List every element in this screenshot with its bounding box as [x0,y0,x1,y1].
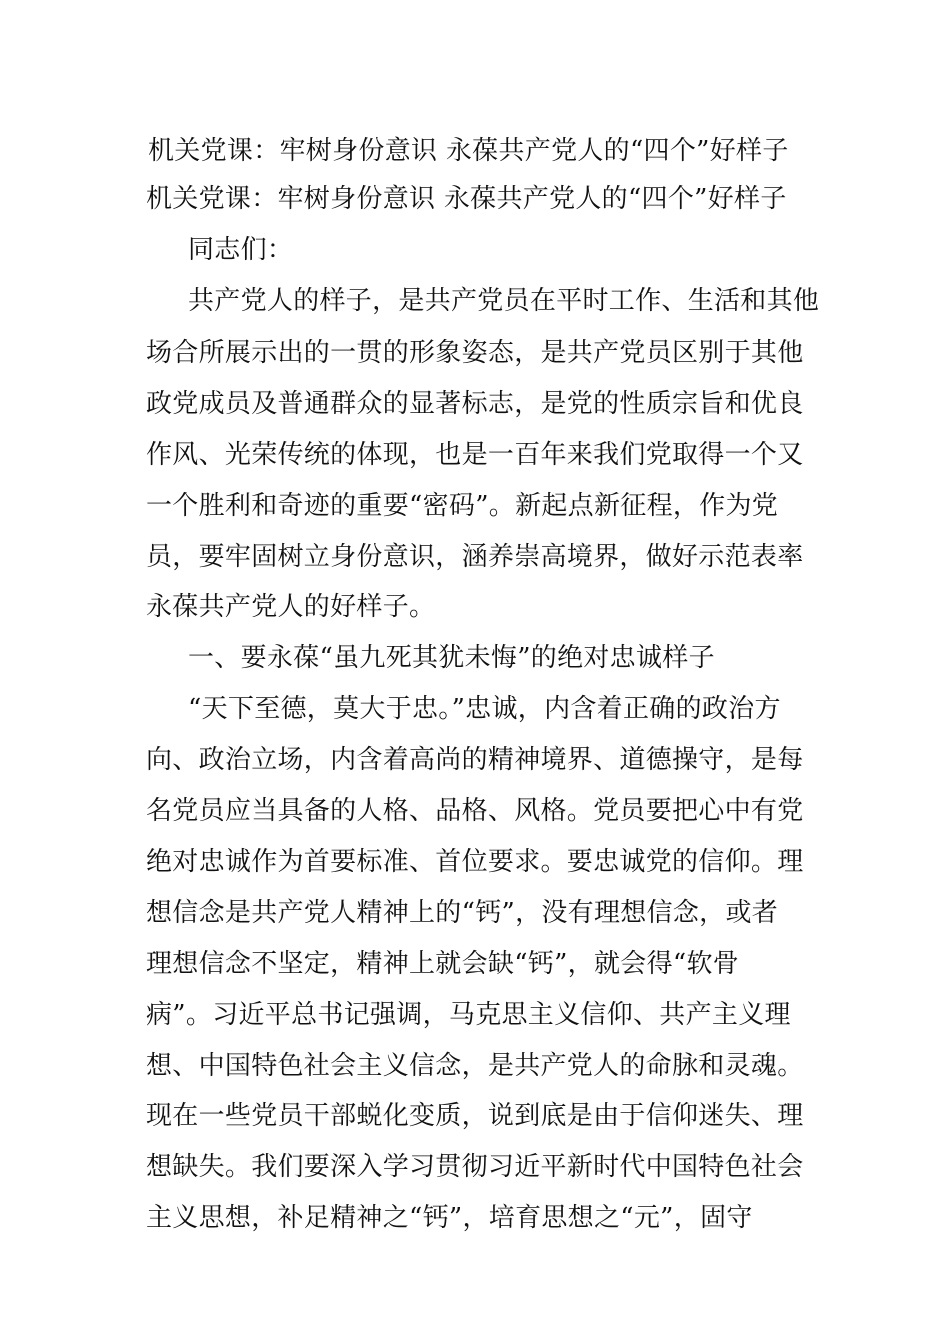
body-line: 名党员应当具备的人格、品格、风格。党员要把心中有党 [146,796,804,826]
body-line: 共产党人的样子，是共产党员在平时工作、生活和其他 [188,286,820,316]
body-line: 想信念是共产党人精神上的“钙”，没有理想信念，或者 [146,898,779,928]
body-line: 政党成员及普通群众的显著标志，是党的性质宗旨和优良 [146,389,804,419]
body-line: 永葆共产党人的好样子。 [146,592,436,622]
body-line: 想、中国特色社会主义信念，是共产党人的命脉和灵魂。 [146,1051,804,1081]
body-line: “天下至德，莫大于忠。”忠诚，内含着正确的政治方 [188,694,781,724]
body-line: 绝对忠诚作为首要标准、首位要求。要忠诚党的信仰。理 [146,847,804,877]
body-line: 员，要牢固树立身份意识，涵养崇高境界，做好示范表率 [146,542,804,572]
body-line: 作风、光荣传统的体现，也是一百年来我们党取得一个又 [146,440,804,470]
title-line: 机关党课：牢树身份意识 永葆共产党人的“四个”好样子 [148,136,789,166]
body-line: 主义思想，补足精神之“钙”，培育思想之“元”，固守 [146,1203,753,1233]
body-line: 理想信念不坚定，精神上就会缺“钙”，就会得“软骨 [146,949,740,979]
body-line: 向、政治立场，内含着高尚的精神境界、道德操守，是每 [146,745,804,775]
body-line: 现在一些党员干部蜕化变质，说到底是由于信仰迷失、理 [146,1101,804,1131]
body-line: 病”。习近平总书记强调，马克思主义信仰、共产主义理 [146,1000,791,1030]
body-line: 场合所展示出的一贯的形象姿态，是共产党员区别于其他 [146,338,804,368]
body-line: 一个胜利和奇迹的重要“密码”。新起点新征程，作为党 [146,491,779,521]
salutation: 同志们： [188,235,294,265]
title-line-repeat: 机关党课：牢树身份意识 永葆共产党人的“四个”好样子 [146,184,787,214]
section-heading: 一、要永葆“虽九死其犹未悔”的绝对忠诚样子 [188,643,715,673]
body-line: 想缺失。我们要深入学习贯彻习近平新时代中国特色社会 [146,1152,804,1182]
